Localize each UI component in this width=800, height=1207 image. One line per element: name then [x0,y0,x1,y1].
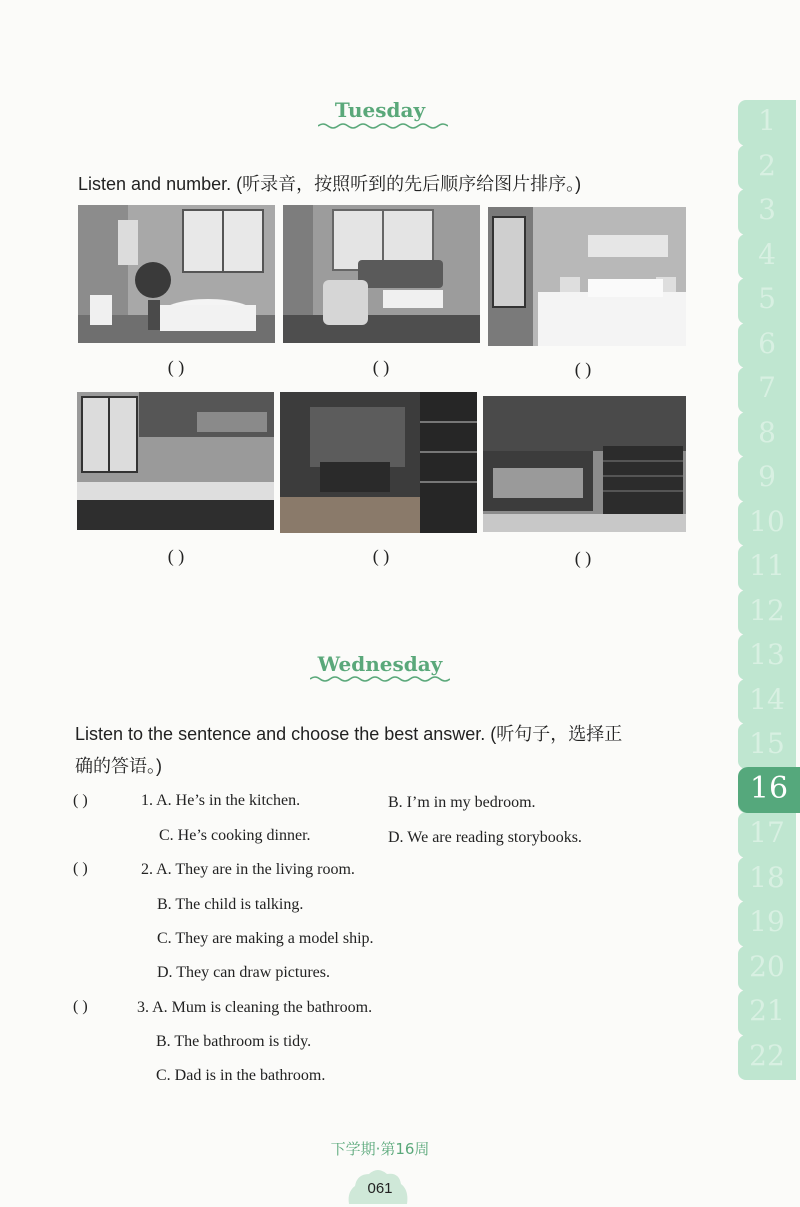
blank-2[interactable]: ( ) [372,357,390,377]
bedroom-photo [488,207,686,346]
blank-5[interactable]: ( ) [372,546,390,566]
tab-week-11[interactable]: 11 [749,549,785,582]
garage-photo [483,396,686,532]
tab-week-6[interactable]: 6 [758,326,776,360]
tab-week-13[interactable]: 13 [749,638,785,671]
study-photo [280,392,477,533]
tab-week-9[interactable]: 9 [758,460,776,493]
q3-option-a: 3. A. Mum is cleaning the bathroom. [137,999,373,1016]
q2-option-a: 2. A. They are in the living room. [141,861,355,878]
tuesday-heading: Tuesday [334,98,426,122]
blank-6[interactable]: ( ) [574,548,592,568]
footer-semester-week: 下学期·第16周 [330,1140,430,1158]
q1-answer-blank[interactable]: ( ) [73,792,88,809]
q3-option-b: B. The bathroom is tidy. [156,1033,312,1050]
tuesday-instruction: Listen and number. (听录音，按照听到的先后顺序给图片排序。) [78,174,582,194]
bathroom-photo [78,205,275,343]
wednesday-instruction-line1: Listen to the sentence and choose the best answer. (听句子，选择正 [75,724,623,744]
wednesday-heading: Wednesday [317,652,443,676]
blank-4[interactable]: ( ) [167,546,185,566]
tab-week-5[interactable]: 5 [758,282,776,315]
tuesday-wave-underline [318,122,448,130]
q1-option-c: C. He’s cooking dinner. [159,827,311,844]
tab-week-8[interactable]: 8 [758,415,776,449]
tab-week-4[interactable]: 4 [758,237,776,271]
q2-option-c: C. They are making a model ship. [157,930,374,947]
tab-week-10[interactable]: 10 [749,504,785,538]
tab-week-2[interactable]: 2 [758,148,776,182]
tab-week-3[interactable]: 3 [758,193,776,226]
tab-week-20[interactable]: 20 [749,949,785,983]
tab-week-17[interactable]: 17 [749,816,785,849]
q2-option-b: B. The child is talking. [157,896,304,913]
q2-option-d: D. They can draw pictures. [157,964,330,981]
blank-3[interactable]: ( ) [574,359,592,379]
kitchen-photo [77,392,274,530]
living-room-photo [283,205,480,343]
q3-option-c: C. Dad is in the bathroom. [156,1067,326,1084]
tab-week-22[interactable]: 22 [749,1038,785,1072]
q1-option-d: D. We are reading storybooks. [388,829,582,846]
wednesday-instruction-line2: 确的答语。) [75,756,162,776]
tab-week-7[interactable]: 7 [758,371,776,404]
tab-week-12[interactable]: 12 [749,593,785,627]
q1-option-a: 1. A. He’s in the kitchen. [141,792,301,809]
q2-answer-blank[interactable]: ( ) [73,860,88,877]
wednesday-wave-underline [310,675,450,683]
tab-week-14[interactable]: 14 [749,682,785,716]
tab-week-19[interactable]: 19 [749,905,785,938]
tab-week-1[interactable]: 1 [758,104,776,137]
tab-week-16-active[interactable]: 16 [749,770,789,806]
tab-week-15[interactable]: 15 [749,727,785,760]
q1-option-b: B. I’m in my bedroom. [388,794,536,811]
week-tabs [738,100,800,1100]
page-number: 061 [367,1180,393,1197]
blank-1[interactable]: ( ) [167,357,185,377]
q3-answer-blank[interactable]: ( ) [73,998,88,1015]
tab-week-21[interactable]: 21 [749,994,785,1027]
tab-week-18[interactable]: 18 [749,860,785,894]
